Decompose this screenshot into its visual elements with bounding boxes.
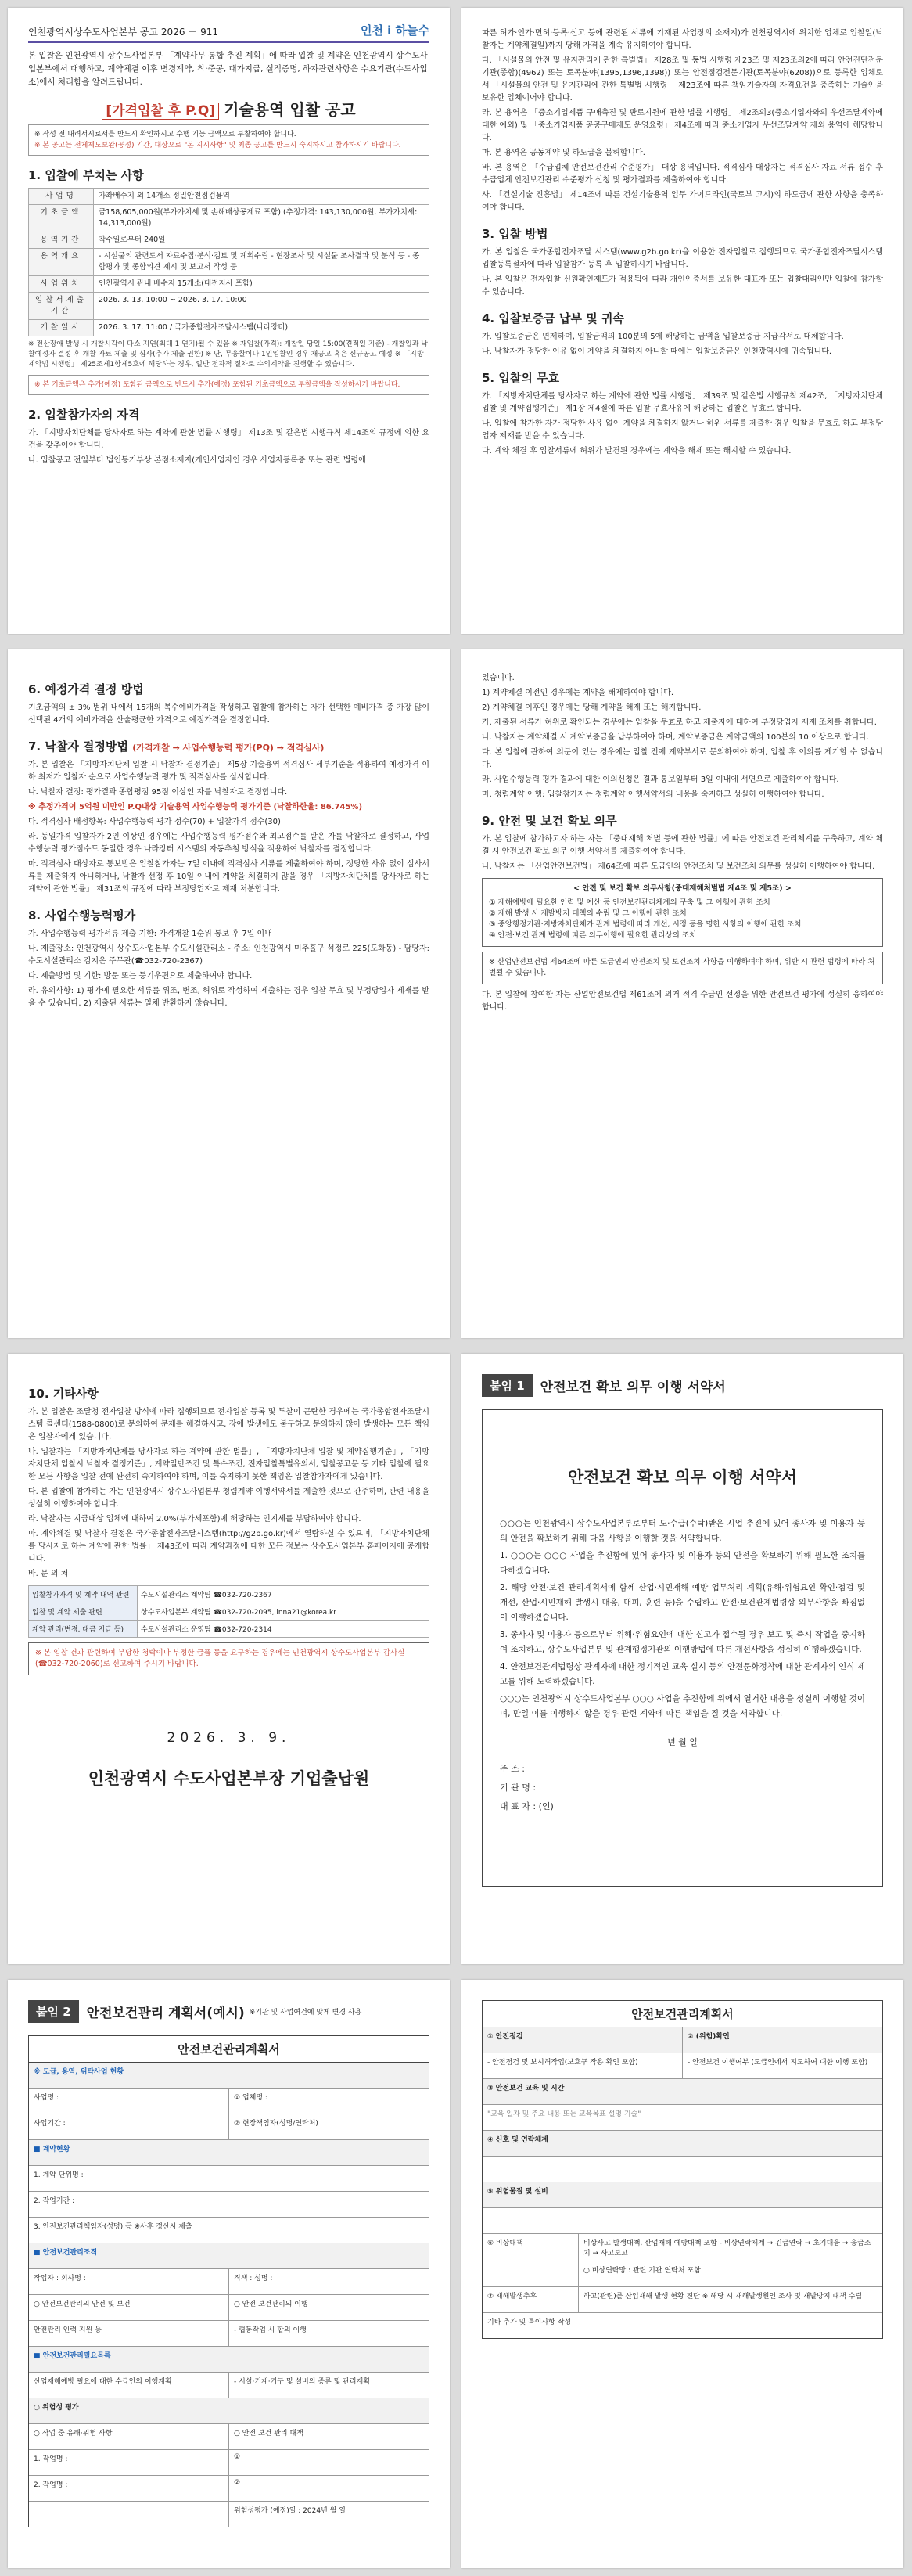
- pledge-heading: 안전보건 확보 의무 이행 서약서: [568, 1468, 797, 1487]
- safety-duty-box: < 안전 및 보건 확보 의무사항(중대재해처벌법 제4조 및 제5조) > ① 재해예방에 필요한 인력 및 예산 등 안전보건관리체계의 구축 및 그 이행에 관한 조치 ② 재해 발생 시 재발방지 대책의 수립 및 그 이행에 관한 조치 ③ 중앙행정기관·지방자치단체가 관계 법령에 따라 개선, 시정 등을 명한 사항의 이행에 관한 조치 ④ 안전·보건 관계 법령에 따른 의무이행에 필요한 관리상의 조치: [482, 878, 883, 947]
- paragraph: 가. 본 입찰은 조달청 전자입찰 방식에 따라 집행되므로 전자입찰 등록 및 투찰이 곤란한 경우에는 국가종합전자조달시스템 콜센터(1588-0800)로 문의하여 문제를 해결하시고, 장애 발생에도 불구하고 문의하지 않아 발생하는 모든 책임은 입찰자에게 있습니다.: [28, 1408, 429, 1441]
- paragraph: ○○○는 인천광역시 상수도사업본부 ○○○ 사업을 추진함에 위에서 열거한 내용을 성실히 이행할 것이며, 만일 이를 이행하지 않을 경우 관련 계약에 따른 책임을 질 것을 서약합니다.: [500, 1694, 865, 1718]
- paragraph: 가. 본 입찰에 참가하고자 하는 자는 「중대재해 처벌 등에 관한 법률」에 따른 안전보건 관리체계를 구축하고, 계약 체결 시 안전보건 확보 의무 이행 서약서를 제출하여야 합니다.: [482, 835, 883, 856]
- paragraph: 다. 「시설물의 안전 및 유지관리에 관한 특별법」 제28조 및 동법 시행령 제23조 및 제23조의2에 따라 안전진단전문기관(종합)(4962) 또는 토목분야(1395,1396,1398)) 또는 안전점검전문기관(토목분야(6208))으로 등록한 업체로서 「시설물의 안전 및 유지관리에 관한 특별법 시행령」 제23조에 따른 책임기술자의 자격요건을 충족하는 기술인을 보유한 업체이어야 합니다.: [482, 56, 883, 103]
- section-heading: 2. 입찰참가자의 자격: [28, 408, 140, 422]
- section-heading: 8. 사업수행능력평가: [28, 908, 136, 923]
- paragraph: 나. 낙찰자는 「산업안전보건법」 제64조에 따른 도급인의 안전조치 및 보건조치 의무를 성실히 이행하여야 합니다.: [482, 862, 875, 871]
- table-row: 계약 관리(변경, 대금 지급 등) 수도시설관리소 운영팀 ☎032-720-2314: [29, 1621, 429, 1638]
- list-item: 4. 안전보건관계법령상 관계자에 대한 정기적인 교육 실시 등의 안전문화정착에 대한 관계자의 인식 제고를 위해 노력하겠습니다.: [500, 1662, 865, 1686]
- paragraph: 나. 낙찰자가 정당한 이유 없이 계약을 체결하지 아니할 때에는 입찰보증금은 인천광역시에 귀속됩니다.: [482, 347, 832, 356]
- table-row: 작업자 : 회사명 : 직책 : 성명 :: [29, 2269, 429, 2295]
- notice-page-5: [8, 1354, 450, 1964]
- paragraph: 라. 낙찰자는 지급대상 업체에 대하여 2.0%(부가세포함)에 해당하는 인지세를 부담하여야 합니다.: [28, 1515, 361, 1524]
- section-heading: 7. 낙찰자 결정방법 (가격개찰 → 사업수행능력 평가(PQ) → 적격심사): [28, 739, 325, 754]
- paragraph: 기초금액의 ± 3% 범위 내에서 15개의 복수예비가격을 작성하고 입찰에 참가하는 자가 선택한 예비가격 중 가장 많이 선택된 4개의 예비가격을 산술평균한 가격으로 예정가격을 결정합니다.: [28, 703, 429, 725]
- paragraph: 나. 입찰공고 전일부터 법인등기부상 본점소재지(개인사업자인 경우 사업자등록증 또는 관련 법령에: [28, 456, 366, 465]
- table-row: ○ 비상연락망 : 관련 기관 연락처 포함: [483, 2261, 882, 2287]
- paragraph: 다. 계약 체결 후 입찰서류에 허위가 발견된 경우에는 계약을 해제 또는 해지할 수 있습니다.: [482, 447, 792, 455]
- paragraph: 라. 사업수행능력 평가 결과에 대한 이의신청은 결과 통보일부터 3일 이내에 서면으로 제출하여야 합니다.: [482, 775, 839, 784]
- paragraph: 다. 본 입찰에 참여한 자는 산업안전보건법 제61조에 의거 적격 수급인 선정을 위한 안전보건 평가에 성실히 응하여야 합니다.: [482, 991, 883, 1012]
- table-row: ○ 안전보건관리의 안전 및 보건 ○ 안전·보건관리의 이행: [29, 2295, 429, 2321]
- table-row: ■ 계약현황: [29, 2140, 429, 2166]
- paragraph: 다. 제출방법 및 기한: 방문 또는 등기우편으로 제출하여야 합니다.: [28, 972, 253, 980]
- table-row: 입찰 및 계약 제출 관련 상수도사업본부 계약팀 ☎032-720-2095, inna21@korea.kr: [29, 1603, 429, 1621]
- paragraph: 가. 사업수행능력 평가서류 제출 기한: 가격개찰 1순위 통보 후 7일 이내: [28, 930, 272, 938]
- table-row: [483, 2157, 882, 2182]
- section-heading: 5. 입찰의 무효: [482, 371, 560, 385]
- list-item: ③ 중앙행정기관·지방자치단체가 관계 법령에 따라 개선, 시정 등을 명한 사항의 이행에 관한 조치: [489, 920, 802, 929]
- paragraph: 다. 본 입찰에 관하여 의문이 있는 경우에는 입찰 전에 계약부서로 문의하여야 하며, 입찰 후 이의를 제기할 수 없습니다.: [482, 748, 883, 769]
- amount-warning: ※ 본 기초금액은 추가(예정) 포함된 금액으로 반드시 추가(예정) 포함된 기초금액으로 투찰금액을 작성하시기 바랍니다.: [28, 375, 429, 395]
- paragraph: 가. 「지방자치단체를 당사자로 하는 계약에 관한 법률 시행령」 제13조 및 같은법 시행규칙 제14조의 규정에 의한 요건을 갖추어야 합니다.: [28, 429, 429, 450]
- table-row: ⑥ 비상대책 비상사고 발생대책, 산업재해 예방대책 포함 - 비상연락체계 → 긴급연락 → 초기대응 → 응급조치 → 사고보고: [483, 2234, 882, 2261]
- attachment-title: 안전보건 확보 의무 이행 서약서: [540, 1380, 726, 1395]
- table-row: ■ 안전보건관리조직: [29, 2243, 429, 2269]
- paragraph: 다. 적격심사 배점항목: 사업수행능력 평가 점수(70) + 입찰가격 점수(30): [28, 818, 281, 826]
- table-row: 개찰일시 2026. 3. 17. 11:00 / 국가종합전자조달시스템(나라장터): [29, 320, 429, 336]
- notice-title: [가격입찰 후 P.Q] 기술용역 입찰 공고: [28, 97, 429, 120]
- paragraph: 가. 입찰보증금은 면제하며, 입찰금액의 100분의 5에 해당하는 금액을 입찰보증금 지급각서로 대체합니다.: [482, 333, 844, 341]
- table-row: 사업명 가좌배수지 외 14개소 정밀안전점검용역: [29, 189, 429, 205]
- table-row: 기초금액 금158,605,000원(부가가치세 및 손해배상공제료 포함) (추정가격: 143,130,000원, 부가가치세: 14,313,000원): [29, 205, 429, 232]
- note-line: ※ 본 공고는 전체제도보완(공정) 기간, 대상으로 "본 지시사항" 및 최종 공고를 반드시 숙지하시고 참가하시기 바랍니다.: [34, 142, 401, 149]
- attachment-1-page: [461, 1354, 903, 1964]
- list-item: 2. 해당 안전·보건 관리계획서에 함께 산업·시민재해 예방 업무처리 계획(유해·위험요인 확인·점검 및 개선, 산업·시민재해 발생시 대응, 대피, 훈련 등)을 수립하고 안전·보건관계법령상 의무사항을 빠짐없이 이행하겠습니다.: [500, 1583, 865, 1622]
- paragraph: 나. 입찰에 참가한 자가 정당한 사유 없이 계약을 체결하지 않거나 허위 서류를 제출한 경우 입찰을 무효로 하고 부정당업자 제재를 받을 수 있습니다.: [482, 419, 883, 441]
- table-row: 2. 작업명 : ②: [29, 2476, 429, 2502]
- table-row: 기타 추가 및 특이사항 작성: [487, 2319, 572, 2326]
- paragraph: 마. 본 용역은 공동계약 및 하도급을 불허합니다.: [482, 149, 645, 157]
- list-item: ② 재해 발생 시 재발방지 대책의 수립 및 그 이행에 관한 조치: [489, 909, 687, 918]
- notice-number: 인천광역시상수도사업본부 공고 2026 － 911: [28, 27, 218, 38]
- note-line: ※ 작성 전 내려서시로서를 반드시 확인하시고 수행 기능 금액으로 투찰하여야 합니다.: [34, 131, 296, 139]
- attachment-2-page: [8, 1980, 450, 2568]
- table-row: [483, 2208, 882, 2234]
- paragraph: 마. 청렴계약 이행: 입찰참가자는 청렴계약 이행서약서의 내용을 숙지하고 성실히 이행하여야 합니다.: [482, 790, 824, 799]
- paragraph: 따른 허가·인가·면허·등록·신고 등에 관련된 서류에 기재된 사업장의 소재지)가 인천광역시에 위치한 업체로 입찰일(낙찰자는 계약체결일)까지 당해 자격을 계속 유지하여야 합니다.: [482, 29, 883, 50]
- safety-note-box: ※ 산업안전보건법 제64조에 따른 도급인의 안전조치 및 보건조치 사항을 이행하여야 하며, 위반 시 관련 법령에 따라 처벌될 수 있습니다.: [482, 952, 883, 984]
- section-heading: 10. 기타사항: [28, 1387, 99, 1401]
- attachment-label: 붙임 1: [482, 1374, 533, 1397]
- table-row: 1. 계약 단위명 :: [29, 2166, 429, 2192]
- table-row: "교육 일자 및 주요 내용 또는 교육목표 설명 기술": [483, 2105, 882, 2131]
- table-row: ※ 도급, 용역, 위탁사업 현황: [29, 2063, 429, 2089]
- table-row: ⑦ 재해발생추후 하고(관련)를 산업재해 발생 현황 진단 ※ 해당 시 재해발생원인 조사 및 재발방지 대책 수립: [483, 2287, 882, 2313]
- notice-page-1: [8, 8, 450, 634]
- attachment-title: 안전보건관리 계획서(예시): [86, 2006, 245, 2021]
- paragraph: 나. 제출장소: 인천광역시 상수도사업본부 수도시설관리소 - 주소: 인천광역시 미추홀구 석정로 225(도화동) - 담당자: 수도시설관리소 김지은 주무관(☎032-720-2367): [28, 944, 429, 966]
- paragraph: 있습니다.: [482, 674, 515, 682]
- issuer-name: 인천광역시 수도사업본부장 기업출납원: [88, 1769, 370, 1788]
- attachment-subtitle: ※기관 및 사업여건에 맞게 변경 사용: [249, 2009, 362, 2017]
- table-row: 용역기간 착수일로부터 240일: [29, 232, 429, 249]
- paragraph: 가. 본 입찰은 국가종합전자조달 시스템(www.g2b.go.kr)을 이용한 전자입찰로 집행되므로 국가종합전자조달시스템 입찰등록절차에 따라 입찰참가 등록 후 입찰하시기 바랍니다.: [482, 248, 883, 269]
- paragraph: ○○○는 인천광역시 상수도사업본부로부터 도·수급(수탁)받은 시업 추진에 있어 종사자 및 이용자 등의 안전을 확보하기 위해 다음 사항을 이행할 것을 서약합니다.: [500, 1519, 865, 1543]
- table-row: 입찰참가자격 및 계약 내역 관련 수도시설관리소 계약팀 ☎032-720-2367: [29, 1586, 429, 1603]
- paragraph: 마. 적격심사 대상자로 통보받은 입찰참가자는 7일 이내에 적격심사 서류를 제출하여야 하며, 정당한 사유 없이 심사서류를 제출하지 아니하거나, 낙찰자 선정 후 10일 이내에 계약을 체결하지 않을 경우 「지방자치단체를 당사자로 하는 계약에 관한 법률」 제31조의 규정에 따라 부정당업자로 제재 처분합니다.: [28, 860, 429, 894]
- section-heading: 4. 입찰보증금 납부 및 귀속: [482, 311, 624, 326]
- list-item: 1. ○○○는 ○○○ 사업을 추진함에 있어 종사자 및 이용자 등의 안전을 확보하기 위해 필요한 조치를 다하겠습니다.: [500, 1551, 865, 1575]
- list-item: 3. 종사자 및 이용자 등으로부터 위해·위험요인에 대한 신고가 접수될 경우 보고 및 즉시 작업을 중지하여 조치하고, 상수도사업본부 및 관계행정기관의 이행방법에 따른 개선사항을 성실히 이행하겠습니다.: [500, 1630, 865, 1654]
- paragraph: 라. 유의사항: 1) 평가에 필요한 서류를 위조, 변조, 허위로 작성하여 제출하는 경우 입찰 무효 및 부정당업자 제재를 받을 수 있습니다. 2) 제출된 서류는 일체 반환하지 않습니다.: [28, 987, 429, 1008]
- report-note-box: ※ 본 입찰 건과 관련하여 부당한 청탁이나 부정한 금품 등을 요구하는 경우에는 인천광역시 상수도사업본부 감사실(☎032-720-2060)로 신고하여 주시기 바랍니다.: [28, 1642, 429, 1675]
- safety-plan-page-2: [461, 1980, 903, 2568]
- contact-table: [28, 1585, 429, 1638]
- table-row: ③ 안전보건 교육 및 시간: [483, 2079, 882, 2105]
- section-heading: 6. 예정가격 결정 방법: [28, 682, 144, 696]
- table-row: 3. 안전보건관리책임자(성명) 등 ※사후 정산시 제출: [29, 2218, 429, 2243]
- notice-page-3: [8, 649, 450, 1338]
- table-row: ① 안전점검 ② (위험)확인: [483, 2027, 882, 2053]
- pledge-form: [482, 1409, 883, 1887]
- plan-heading: 안전보건관리계획서: [29, 2036, 429, 2063]
- signature-block: [28, 1730, 429, 1790]
- table-row: ■ 안전보건관리필요목록: [29, 2347, 429, 2373]
- paragraph: 라. 동일가격 입찰자가 2인 이상인 경우에는 사업수행능력 평가점수와 최고점수를 받은 자를 낙찰자로 결정하고, 사업수행능력 평가점수도 동일한 경우 나라장터 시스템의 자동추첨 방식을 적용하여 낙찰자를 결정합니다.: [28, 833, 429, 854]
- table-row: 위험성평가 (예정)일 : 2024년 월 일: [29, 2502, 429, 2527]
- table-row: ④ 신호 및 연락체계: [483, 2131, 882, 2157]
- attachment-banner: [28, 2000, 429, 2023]
- paragraph: 바. 본 용역은 「수급업체 안전보건관리 수준평가」 대상 용역입니다. 적격심사 대상자는 적격심사 자료 서류 접수 후 수급업체 안전보건관리 수준평가 신청 및 평가결과를 제출하여야 합니다.: [482, 164, 883, 185]
- notice-date: 2026. 3. 9.: [167, 1730, 291, 1746]
- section-heading: 3. 입찰 방법: [482, 227, 548, 241]
- notice-page-4: [461, 649, 903, 1338]
- attachment-label: 붙임 2: [28, 2000, 79, 2023]
- section-heading: 1. 입찰에 부치는 사항: [28, 168, 144, 182]
- table-row: 사업위치 인천광역시 관내 배수지 15개소(대전지사 포함): [29, 276, 429, 293]
- signer-field: 기 관 명 :: [500, 1783, 537, 1793]
- table-row: 사업기간 : ② 현장책임자(성명/연락처): [29, 2114, 429, 2140]
- table-row: - 안전점검 및 보시허작업(보호구 작용 확인 포함) - 안전보건 이행여부 (도급인에서 지도하여 대한 이행 포함): [483, 2053, 882, 2079]
- safety-plan-form: [28, 2035, 429, 2527]
- paragraph: 나. 입찰자는 「지방자치단체를 당사자로 하는 계약에 관한 법률」, 「지방자치단체 입찰 및 계약집행기준」, 「지방자치단체 입찰시 낙찰자 결정기준」, 계약일반조건 및 특수조건, 전자입찰특별유의서, 입찰공고문 등 기타 입찰에 필요한 모든 사항을 입찰 전에 완전히 숙지하여야 하며, 이를 숙지하지 못한 책임은 입찰참가자에게 있습니다.: [28, 1448, 429, 1481]
- signer-field: 대 표 자 : (인): [500, 1801, 554, 1811]
- spec-footnote: ※ 전산장애 발생 시 개찰시각이 다소 지연(최대 1 연기)될 수 있음 ※ 재입찰(가격): 개찰일 당일 15:00(견적일 기준) - 개찰일과 낙찰예정자 결정 후 개찰 자료 제출 및 심사(추가 제출 권한) ※ 단, 무응찰이나 1인입찰인 경우 재공고 혹은 신규공고 예정 ※ 「지방계약법 시행령」 제25조제1항제5호에 해당하는 경우, 일반 전자적 절차로 수의계약을 진행할 수 있습니다.: [28, 340, 428, 369]
- list-item: ④ 안전·보건 관계 법령에 따른 의무이행에 필요한 관리상의 조치: [489, 931, 697, 940]
- paragraph: 나. 낙찰자 결정: 평가결과 종합평점 95점 이상인 자를 낙찰자로 결정합니다.: [28, 788, 288, 797]
- pledge-date: 년 월 일: [667, 1737, 698, 1747]
- paragraph: 나. 낙찰자는 계약체결 시 계약보증금을 납부하여야 하며, 계약보증금은 계약금액의 100분의 10 이상으로 합니다.: [482, 733, 869, 742]
- table-row: ⑤ 위험물질 및 설비: [483, 2182, 882, 2208]
- notice-page-2: [461, 8, 903, 634]
- section-heading: 9. 안전 및 보건 확보 의무: [482, 814, 617, 828]
- safety-plan-form: [482, 2000, 883, 2339]
- notice-header: [28, 22, 429, 43]
- paragraph: 다. 본 입찰에 참가하는 자는 인천광역시 상수도사업본부 청렴계약 이행서약서를 제출한 것으로 간주하며, 관련 내용을 성실히 이행하여야 합니다.: [28, 1488, 429, 1509]
- table-row: 1. 작업명 : ①: [29, 2450, 429, 2476]
- attachment-banner: [482, 1374, 883, 1397]
- table-row: 사업명 : ① 업체명 :: [29, 2089, 429, 2114]
- paragraph: 가. 제출된 서류가 허위로 확인되는 경우에는 입찰을 무효로 하고 제출자에 대하여 부정당업자 제재 조치를 취합니다.: [482, 718, 877, 727]
- table-row: ○ 작업 중 유해·위험 사항 ○ 안전·보건 관리 대책: [29, 2424, 429, 2450]
- notice-note-box: [28, 124, 429, 156]
- paragraph: 바. 문 의 처: [28, 1570, 69, 1578]
- plan-heading: 안전보건관리계획서: [483, 2001, 882, 2027]
- bid-type-tag: [가격입찰 후 P.Q]: [102, 103, 219, 120]
- paragraph: ※ 추정가격이 5억원 미만인 P.Q대상 기술용역 사업수행능력 평가기준 (낙찰하한율: 86.745%): [28, 803, 363, 811]
- table-row: 산업재해예방 필요에 대한 수급인의 이행계획 - 시설·기계·기구 및 설비의 종류 및 관리계획: [29, 2373, 429, 2398]
- table-row: 안전관리 인력 지원 등 - 협동작업 시 합의 이행: [29, 2321, 429, 2347]
- table-row: 입찰서제출기간 2026. 3. 13. 10:00 ~ 2026. 3. 17. 10:00: [29, 293, 429, 320]
- paragraph: 1) 계약체결 이전인 경우에는 계약을 해제하여야 합니다.: [482, 689, 674, 697]
- table-row: ○ 위험성 평가: [29, 2398, 429, 2424]
- paragraph: 가. 본 입찰은 「지방자치단체 입찰 시 낙찰자 결정기준」 제5장 기술용역 적격심사 세부기준을 적용하여 예정가격 이하 최저가 입찰자 순으로 사업수행능력 평가 및 적격심사를 실시합니다.: [28, 761, 429, 782]
- paragraph: 라. 본 용역은 「중소기업제품 구매촉진 및 판로지원에 관한 법률 시행령」 제2조의3(중소기업자와의 우선조달계약에 대한 예외) 및 「중소기업제품 공공구매제도 운영요령」 제4조에 따라 중소기업자 우선조달계약 제외 용역에 해당합니다.: [482, 109, 883, 142]
- paragraph: 사. 「건설기술 진흥법」 제14조에 따른 건설기술용역 업무 가이드라인(국토부 고시)의 하도급에 관한 사항을 충족하여야 합니다.: [482, 191, 883, 212]
- table-row: 2. 작업기간 :: [29, 2192, 429, 2218]
- table-row: 용역개요 - 시설물의 관련도서 자료수집·분석·검토 및 계획수립 - 현장조사 및 시설물 조사결과 및 분석 등 - 종합평가 및 종합의견 제시 및 보고서 작성 등: [29, 249, 429, 276]
- list-item: ① 재해예방에 필요한 인력 및 예산 등 안전보건관리체계의 구축 및 그 이행에 관한 조치: [489, 898, 770, 907]
- notice-intro: 본 입찰은 인천광역시 상수도사업본부 「계약사무 통합 추진 계획」에 따라 입찰 및 계약은 인천광역시 상수도사업본부에서 대행하고, 계약체결 이후 변경계약, 착·준공, 대가지급, 실적증명, 하자관련사항은 수요기관(수도사업소)에서 처리함을 알려드립니다.: [28, 51, 428, 87]
- signer-field: 주 소 :: [500, 1764, 525, 1774]
- incheon-logo: 인천 i 하늘수: [360, 23, 429, 38]
- paragraph: 가. 「지방자치단체를 당사자로 하는 계약에 관한 법률 시행령」 제39조 및 같은법 시행규칙 제42조, 「지방자치단체 입찰 및 계약집행기준」 제1장 제4절에 따른 입찰 무효사유에 해당하는 입찰은 무효로 합니다.: [482, 392, 883, 413]
- bid-spec-table: [28, 188, 429, 336]
- paragraph: 2) 계약체결 이후인 경우에는 당해 계약을 해제 또는 해지합니다.: [482, 703, 702, 712]
- paragraph: 나. 본 입찰은 전자입찰 신원확인제도가 적용됨에 따라 개인인증서를 보유한 대표자 또는 입찰대리인만 입찰에 참가할 수 있습니다.: [482, 275, 883, 297]
- paragraph: 마. 계약체결 및 낙찰자 결정은 국가종합전자조달시스템(http://g2b.go.kr)에서 열람하실 수 있으며, 「지방자치단체를 당사자로 하는 계약에 관한 법률」 제43조에 따라 계약과정에 대한 모든 정보는 상수도사업본부 홈페이지에 공개합니다.: [28, 1530, 429, 1563]
